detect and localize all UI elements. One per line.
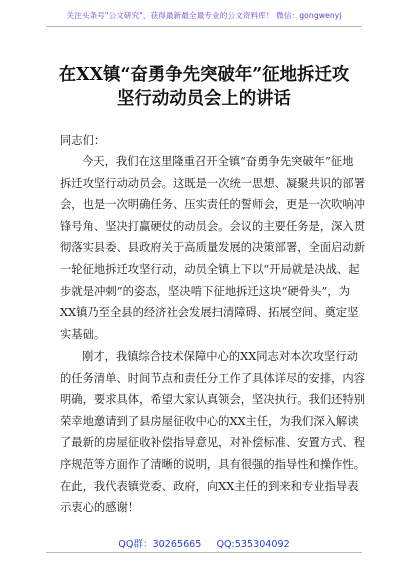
paragraph-line: 在此，我代表镇党委、政府，向XX主任的到来和专业指导表 [60,479,359,493]
paragraph-line: 刚才，我镇综合技术保障中心的XX同志对本次攻坚行动 [82,350,358,363]
paragraph-line: 彻落实县委、县政府关于高质量发展的决策部署，全面启动新 [60,241,366,255]
header-divider [46,26,362,27]
salutation: 同志们： [60,134,106,147]
paragraph-line: 一轮征地拆迁攻坚行动，动员全镇上下以“开局就是决战、起 [60,262,360,276]
paragraph-2 [60,346,366,519]
footer-contact [0,536,408,550]
footer-qq-group: QQ群：30265665 [118,539,202,550]
paragraph-line: 今天，我们在这里隆重召开全镇“奋勇争先突破年”征地 [82,155,354,168]
paragraph-line: 步就是冲刺”的姿态，坚决啃下征地拆迁这块“硬骨头”，为 [60,284,350,298]
footer-qq: QQ:535304092 [216,539,290,550]
paragraph-line: 示衷心的感谢！ [60,501,140,515]
paragraph-1 [60,151,366,345]
paragraph-line: 的任务清单、时间节点和责任分工作了具体详尽的安排，内容 [60,371,366,385]
header-banner: 关注头条号"公文研究"，获得最新最全最专业的公文资料库！ 微信：gongwenyj [66,11,342,20]
paragraph-line: 锋号角、坚决打赢硬仗的动员会。会议的主要任务是，深入贯 [60,219,366,233]
paragraph-line: 拆迁攻坚行动动员会。这既是一次统一思想、凝聚共识的部署 [60,176,366,190]
footer-divider [46,552,362,553]
paragraph-line: 了最新的房屋征收补偿指导意见，对补偿标准、安置方式、程 [60,436,366,450]
paragraph-line: 会，也是一次明确任务、压实责任的誓师会，更是一次吹响冲 [60,198,366,212]
paragraph-line: XX镇乃至全县的经济社会发展扫清障碍、拓展空间、奠定坚 [60,306,359,320]
paragraph-line: 明确，要求具体，希望大家认真领会，坚决执行。我们还特别 [60,393,366,407]
paragraph-line: 实基础。 [60,327,106,341]
paragraph-line: 荣幸地邀请到了县房屋征收中心的XX主任，为我们深入解读 [60,414,359,428]
document-title-line-2: 坚行动动员会上的讲话 [117,89,291,109]
document-title-line-1: 在XX镇“奋勇争先突破年”征地拆迁攻 [58,65,350,85]
paragraph-line: 序规范等方面作了清晰的说明，具有很强的指导性和操作性。 [60,457,366,471]
